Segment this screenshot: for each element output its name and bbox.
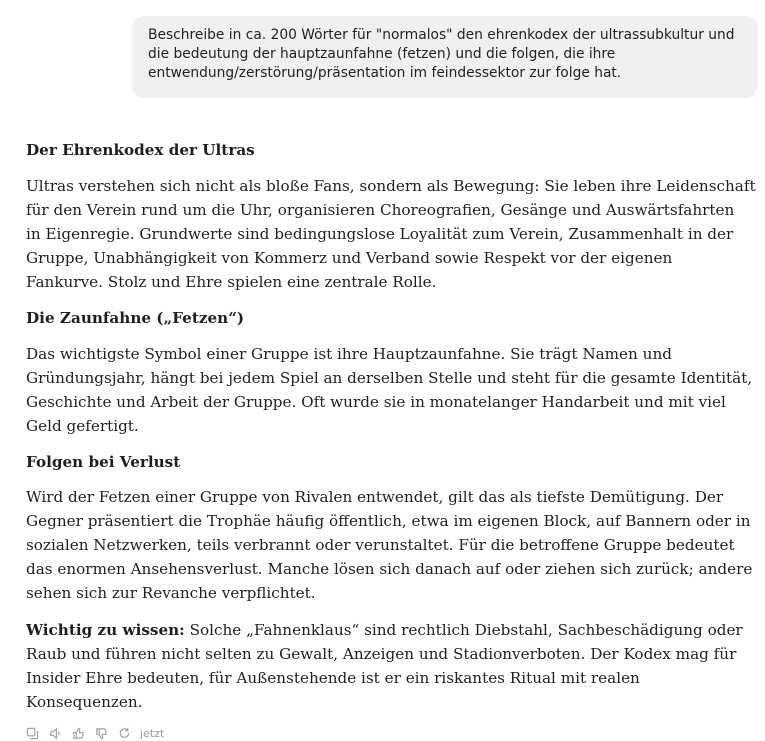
note-label: Wichtig zu wissen: xyxy=(26,621,185,639)
text-line: Gegner präsentiert die Trophäe häufig öffentlich, etwa im eigenen Block, auf Bannern oder in xyxy=(26,512,751,530)
paragraph-hinweis xyxy=(26,618,743,714)
note-text: Solche „Fahnenklaus“ sind rechtlich Diebstahl, Sachbeschädigung oder xyxy=(189,621,743,639)
text-line: für den Verein rund um die Uhr, organisieren Choreografien, Gesänge und Auswärtsfahrten xyxy=(26,201,735,219)
text-line: in Eigenregie. Grundwerte sind bedingungslose Loyalität zum Verein, Zusammenhalt in der xyxy=(26,225,734,243)
text-line: Wird der Fetzen einer Gruppe von Rivalen entwendet, gilt das als tiefste Demütigung. Der xyxy=(26,488,724,506)
text-line: das enormen Ansehensverlust. Manche lösen sich danach auf oder ziehen sich zurück; andere xyxy=(26,560,753,578)
text-line: Geschichte und Arbeit der Gruppe. Oft wurde sie in monatelanger Handarbeit und mit viel xyxy=(26,393,726,411)
text-line: sozialen Netzwerken, teils verbrannt oder verunstaltet. Für die betroffene Gruppe bedeutet xyxy=(26,536,735,554)
text-line: sehen sich zur Revanche verpflichtet. xyxy=(26,584,316,602)
user-message-line: die bedeutung der hauptzaunfahne (fetzen) und die folgen, die ihre xyxy=(148,46,616,62)
text-line: Fankurve. Stolz und Ehre spielen eine zentrale Rolle. xyxy=(26,273,437,291)
text-line: Insider Ehre bedeuten, für Außenstehende ist er ein riskantes Ritual mit realen xyxy=(26,669,640,687)
thumbs-down-icon[interactable] xyxy=(94,726,108,740)
paragraph-ehrenkodex xyxy=(26,174,756,294)
text-line xyxy=(26,618,743,642)
text-line: Gründungsjahr, hängt bei jedem Spiel an derselben Stelle und steht für die gesamte Identität, xyxy=(26,369,753,387)
user-message-line: entwendung/zerstörung/präsentation im feindessektor zur folge hat. xyxy=(148,65,622,81)
text-line: Raub und führen nicht selten zu Gewalt, Anzeigen und Stadionverboten. Der Kodex mag für xyxy=(26,645,737,663)
thumbs-up-icon[interactable] xyxy=(71,726,85,740)
heading-folgen: Folgen bei Verlust xyxy=(26,453,181,471)
user-message-line: Beschreibe in ca. 200 Wörter für "normalos" den ehrenkodex der ultrassubkultur und xyxy=(148,27,735,43)
text-line: Geld gefertigt. xyxy=(26,417,139,435)
text-line: Gruppe, Unabhängigkeit von Kommerz und Verband sowie Respekt vor der eigenen xyxy=(26,249,673,267)
heading-zaunfahne: Die Zaunfahne („Fetzen“) xyxy=(26,309,245,327)
refresh-icon[interactable] xyxy=(117,726,131,740)
timestamp: jetzt xyxy=(140,726,165,740)
heading-ehrenkodex: Der Ehrenkodex der Ultras xyxy=(26,141,255,159)
text-line: Ultras verstehen sich nicht als bloße Fans, sondern als Bewegung: Sie leben ihre Leidenschaft xyxy=(26,177,756,195)
paragraph-folgen xyxy=(26,485,752,605)
text-line: Konsequenzen. xyxy=(26,693,143,711)
user-message-bubble xyxy=(132,16,758,98)
speaker-icon[interactable] xyxy=(48,726,62,740)
text-line: Das wichtigste Symbol einer Gruppe ist ihre Hauptzaunfahne. Sie trägt Namen und xyxy=(26,345,672,363)
paragraph-zaunfahne xyxy=(26,342,752,438)
copy-icon[interactable] xyxy=(25,726,39,740)
